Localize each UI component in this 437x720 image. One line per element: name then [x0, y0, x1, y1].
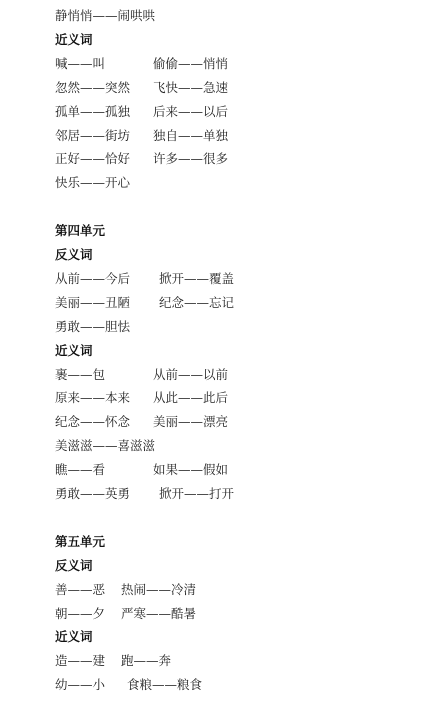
word-pair: 忽然——突然	[55, 79, 131, 95]
word-pair: 造——建	[55, 653, 106, 669]
section-heading: 第五单元	[55, 533, 106, 549]
section-heading: 第四单元	[55, 223, 106, 239]
section-heading: 反义词	[55, 247, 93, 262]
word-pair: 瞧——看	[55, 462, 106, 478]
word-pair: 从前——以前	[153, 366, 229, 382]
word-pair-row	[55, 149, 229, 169]
word-pair-row	[55, 651, 172, 671]
word-pair-row	[55, 126, 229, 146]
word-pair-row	[55, 293, 235, 313]
word-pair: 美丽——丑陋	[55, 294, 131, 310]
word-pair: 孤单——孤独	[55, 103, 131, 119]
word-pair-row	[55, 460, 229, 480]
word-pair: 静悄悄——闹哄哄	[55, 8, 156, 23]
word-pair-row	[55, 54, 229, 74]
word-pair: 朝——夕	[55, 605, 106, 621]
word-pair: 善——恶	[55, 581, 106, 597]
word-pair-row	[55, 436, 155, 456]
section-heading: 近义词	[55, 342, 93, 358]
word-pair-row	[55, 580, 197, 600]
word-pair: 掀开——打开	[159, 486, 235, 501]
word-pair: 喊——叫	[55, 55, 106, 71]
word-pair-row	[55, 365, 229, 385]
word-pair: 飞快——急速	[153, 79, 229, 95]
word-pair-row	[55, 173, 130, 193]
word-pair: 快乐——开心	[55, 175, 131, 191]
section-heading: 近义词	[55, 31, 93, 47]
word-pair: 从此——此后	[153, 390, 229, 406]
word-pair-row	[55, 317, 130, 337]
word-pair-row	[55, 412, 229, 432]
word-pair: 食粮——粮食	[127, 677, 203, 693]
word-pair-row	[55, 675, 203, 695]
word-pair: 热闹——冷清	[121, 581, 197, 597]
word-pair-row	[55, 6, 155, 26]
word-pair: 如果——假如	[153, 462, 229, 478]
word-pair: 纪念——忘记	[159, 294, 235, 310]
word-pair: 正好——恰好	[55, 151, 131, 167]
word-pair-row	[55, 604, 197, 624]
word-pair: 许多——很多	[153, 151, 229, 167]
word-pair: 后来——以后	[153, 103, 229, 119]
word-pair: 从前——今后	[55, 270, 131, 286]
word-pair-row	[55, 484, 235, 504]
word-pair: 美滋滋——喜滋滋	[55, 438, 156, 454]
word-pair: 掀开——覆盖	[159, 270, 235, 286]
word-pair: 偷偷——悄悄	[153, 55, 229, 71]
section-heading: 反义词	[55, 557, 93, 573]
word-pair-row	[55, 102, 229, 122]
word-pair-row	[55, 388, 229, 408]
word-pair: 邻居——街坊	[55, 127, 131, 143]
word-pair: 勇敢——英勇	[55, 486, 131, 501]
word-pair: 独自——单独	[153, 127, 229, 143]
word-pair: 纪念——怀念	[55, 414, 131, 430]
section-heading: 近义词	[55, 629, 93, 645]
word-pair-row	[55, 269, 235, 289]
word-pair: 原来——本来	[55, 390, 131, 406]
word-pair-row	[55, 78, 229, 98]
word-pair: 严寒——酷暑	[121, 605, 197, 621]
word-pair: 跑——奔	[121, 653, 172, 669]
word-pair: 美丽——漂亮	[153, 414, 229, 430]
word-pair: 裹——包	[55, 366, 106, 382]
word-pair: 勇敢——胆怯	[55, 318, 131, 334]
word-pair: 幼——小	[55, 677, 106, 693]
